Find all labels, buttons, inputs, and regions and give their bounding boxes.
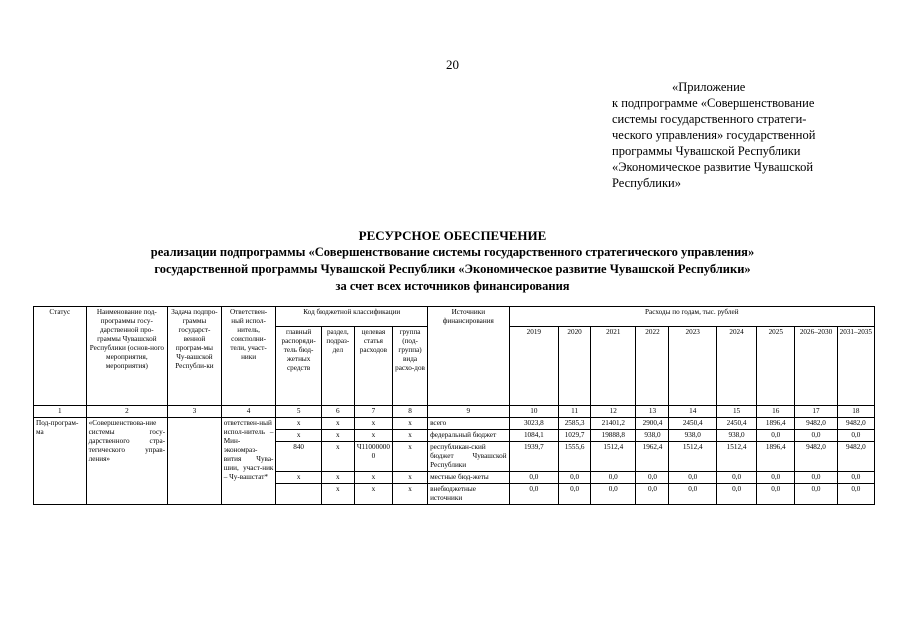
header-task: Задача подпро-граммы государст-венной програм-мы Чу-вашской Республи-ки — [168, 307, 222, 406]
value-cell: 1939,7 — [509, 442, 559, 472]
column-number: 4 — [221, 406, 276, 418]
column-number: 7 — [354, 406, 392, 418]
value-cell: 0,0 — [795, 472, 837, 484]
value-cell: 0,0 — [795, 484, 837, 505]
value-cell: 0,0 — [509, 472, 559, 484]
header-target: целевая статья расходов — [354, 326, 392, 405]
header-section: раздел, подраз-дел — [321, 326, 354, 405]
value-cell: 0,0 — [837, 472, 874, 484]
header-year: 2022 — [636, 326, 669, 405]
value-cell: 0,0 — [669, 472, 716, 484]
resource-table — [33, 306, 875, 505]
target-cell: Ч110000000 — [354, 442, 392, 472]
section-cell: x — [321, 484, 354, 505]
source-cell: всего — [428, 418, 510, 430]
value-cell: 2450,4 — [669, 418, 716, 430]
subprogram-name-cell: «Совершенствова-ние системы госу-дарственного стра-тегического управ-ления» — [86, 418, 168, 505]
value-cell: 1512,4 — [591, 442, 636, 472]
column-number: 5 — [276, 406, 321, 418]
column-number: 14 — [669, 406, 716, 418]
header-name: Наименование под-программы госу-дарственной про-граммы Чувашской Республики (основ-ного мероприятия, мероприятия) — [86, 307, 168, 406]
appendix-line: ческого управления» государственной — [612, 128, 816, 142]
header-status: Статус — [34, 307, 87, 406]
value-cell: 0,0 — [591, 484, 636, 505]
value-cell: 2585,3 — [559, 418, 591, 430]
grbs-cell: x — [276, 472, 321, 484]
header-year: 2020 — [559, 326, 591, 405]
grbs-cell: x — [276, 430, 321, 442]
column-number-row — [34, 406, 875, 418]
title-line: за счет всех источников финансирования — [335, 279, 570, 293]
value-cell: 0,0 — [837, 430, 874, 442]
value-cell: 0,0 — [509, 484, 559, 505]
column-number: 9 — [428, 406, 510, 418]
appendix-note — [612, 79, 844, 191]
appendix-line: к подпрограмме «Совершенствование — [612, 96, 815, 110]
column-number: 1 — [34, 406, 87, 418]
task-cell — [168, 418, 222, 505]
value-cell: 0,0 — [795, 430, 837, 442]
column-number: 2 — [86, 406, 168, 418]
status-cell: Под-програм-ма — [34, 418, 87, 505]
table-row — [34, 418, 875, 430]
source-cell: внебюджетные источники — [428, 484, 510, 505]
value-cell: 0,0 — [669, 484, 716, 505]
value-cell: 0,0 — [716, 484, 756, 505]
value-cell: 1084,1 — [509, 430, 559, 442]
target-cell: x — [354, 484, 392, 505]
grbs-cell — [276, 484, 321, 505]
target-cell: x — [354, 472, 392, 484]
appendix-line: Республики» — [612, 176, 681, 190]
value-cell: 1555,6 — [559, 442, 591, 472]
value-cell: 0,0 — [837, 484, 874, 505]
value-cell: 9482,0 — [837, 442, 874, 472]
column-number: 11 — [559, 406, 591, 418]
header-expenses: Расходы по годам, тыс. рублей — [509, 307, 874, 327]
column-number: 12 — [591, 406, 636, 418]
value-cell: 21401,2 — [591, 418, 636, 430]
column-number: 3 — [168, 406, 222, 418]
value-cell: 0,0 — [716, 472, 756, 484]
header-year: 2024 — [716, 326, 756, 405]
value-cell: 0,0 — [757, 472, 795, 484]
value-cell: 1029,7 — [559, 430, 591, 442]
value-cell: 0,0 — [636, 472, 669, 484]
source-cell: местные бюд-жеты — [428, 472, 510, 484]
value-cell: 1512,4 — [716, 442, 756, 472]
header-year: 2021 — [591, 326, 636, 405]
source-cell: федеральный бюджет — [428, 430, 510, 442]
target-cell: x — [354, 418, 392, 430]
target-cell: x — [354, 430, 392, 442]
appendix-line: программы Чувашской Республики — [612, 144, 801, 158]
header-budget-code: Код бюджетной классификации — [276, 307, 428, 327]
header-executor: Ответствен-ный испол-нитель, соисполни-тели, участ-ники — [221, 307, 276, 406]
value-cell: 0,0 — [591, 472, 636, 484]
group-cell: x — [393, 472, 428, 484]
column-number: 6 — [321, 406, 354, 418]
value-cell: 938,0 — [636, 430, 669, 442]
header-grbs: главный распоряди-тель бюд-жетных средств — [276, 326, 321, 405]
title-line: государственной программы Чувашской Республики «Экономическое развитие Чувашской Республики» — [154, 262, 751, 276]
column-number: 13 — [636, 406, 669, 418]
value-cell: 9482,0 — [795, 418, 837, 430]
section-cell: x — [321, 418, 354, 430]
column-number: 15 — [716, 406, 756, 418]
header-year: 2023 — [669, 326, 716, 405]
header-sources: Источники финансирования — [428, 307, 510, 406]
value-cell: 0,0 — [757, 430, 795, 442]
value-cell: 938,0 — [716, 430, 756, 442]
header-year: 2019 — [509, 326, 559, 405]
column-number: 18 — [837, 406, 874, 418]
appendix-line: «Экономическое развитие Чувашской — [612, 160, 814, 174]
value-cell: 938,0 — [669, 430, 716, 442]
source-cell: республикан-ский бюджет Чувашской Республики — [428, 442, 510, 472]
grbs-cell: x — [276, 418, 321, 430]
value-cell: 1896,4 — [757, 442, 795, 472]
header-group: группа (под-группа) вида расхо-дов — [393, 326, 428, 405]
header-year: 2025 — [757, 326, 795, 405]
column-number: 10 — [509, 406, 559, 418]
appendix-line: «Приложение — [672, 80, 746, 94]
executor-cell: ответствен-ный испол-нитель – Мин-экономраз-вития Чува-шии, участ-ник – Чу-вашстат* — [221, 418, 276, 505]
value-cell: 19888,8 — [591, 430, 636, 442]
value-cell: 1962,4 — [636, 442, 669, 472]
value-cell: 3023,8 — [509, 418, 559, 430]
value-cell: 1896,4 — [757, 418, 795, 430]
page-number: 20 — [446, 57, 459, 72]
value-cell: 0,0 — [559, 484, 591, 505]
section-cell: x — [321, 472, 354, 484]
column-number: 17 — [795, 406, 837, 418]
value-cell: 0,0 — [757, 484, 795, 505]
header-year: 2031–2035 — [837, 326, 874, 405]
group-cell: x — [393, 442, 428, 472]
document-title — [0, 227, 905, 295]
value-cell: 0,0 — [559, 472, 591, 484]
title-line: реализации подпрограммы «Совершенствование системы государственного стратегического управления» — [150, 245, 755, 259]
value-cell: 9482,0 — [795, 442, 837, 472]
value-cell: 1512,4 — [669, 442, 716, 472]
group-cell: x — [393, 484, 428, 505]
section-cell: x — [321, 430, 354, 442]
title-line: РЕСУРСНОЕ ОБЕСПЕЧЕНИЕ — [358, 228, 547, 243]
value-cell: 2450,4 — [716, 418, 756, 430]
value-cell: 9482,0 — [837, 418, 874, 430]
column-number: 8 — [393, 406, 428, 418]
header-year: 2026–2030 — [795, 326, 837, 405]
group-cell: x — [393, 418, 428, 430]
value-cell: 0,0 — [636, 484, 669, 505]
value-cell: 2900,4 — [636, 418, 669, 430]
grbs-cell: 840 — [276, 442, 321, 472]
group-cell: x — [393, 430, 428, 442]
section-cell: x — [321, 442, 354, 472]
appendix-line: системы государственного стратеги- — [612, 112, 807, 126]
column-number: 16 — [757, 406, 795, 418]
